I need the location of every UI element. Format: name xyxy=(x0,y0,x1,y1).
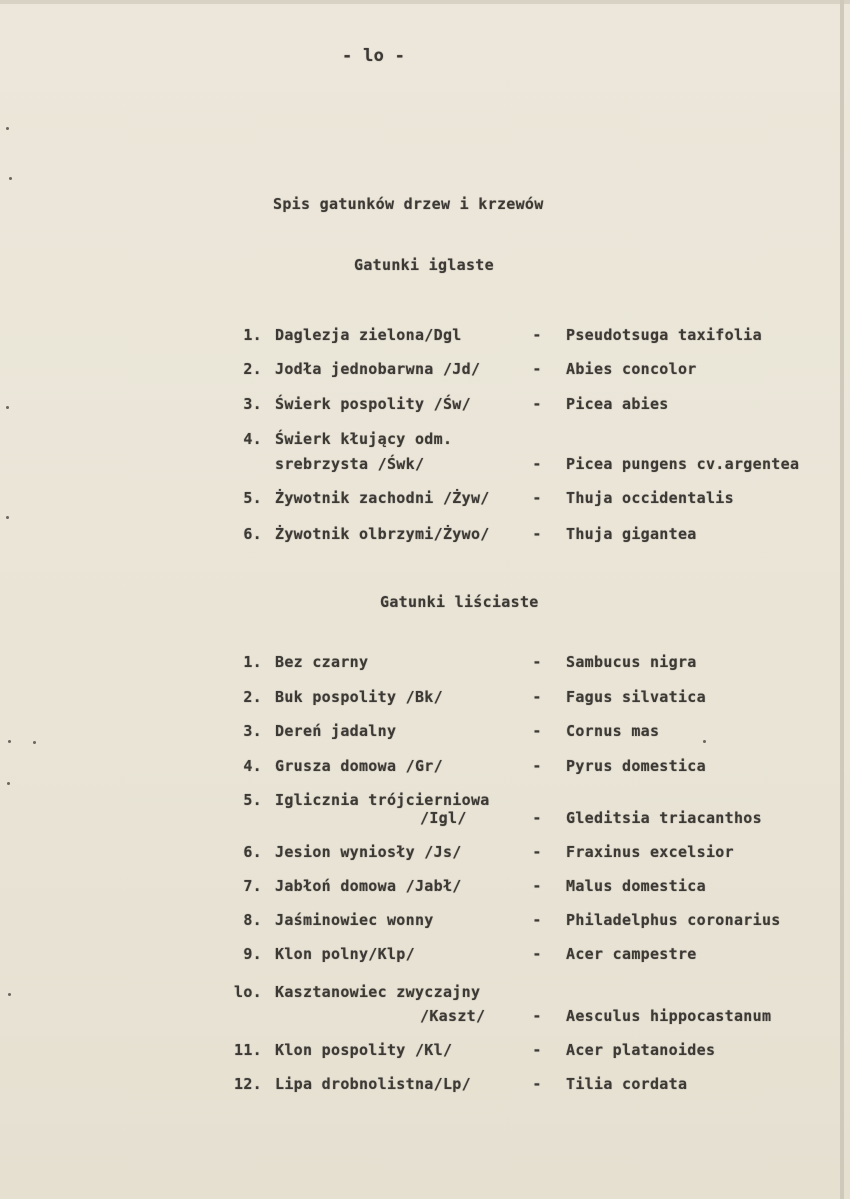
latin-name: Gleditsia triacanthos xyxy=(566,809,762,827)
polish-name: Jabłoń domowa /Jabł/ xyxy=(275,877,462,895)
polish-name: Kasztanowiec zwyczajny xyxy=(275,983,481,1001)
polish-name: Daglezja zielona/Dgl xyxy=(275,326,462,344)
polish-name: Świerk kłujący odm. xyxy=(275,430,453,448)
margin-speck xyxy=(8,993,11,996)
polish-name: Klon pospolity /Kl/ xyxy=(275,1041,453,1059)
margin-speck xyxy=(703,740,706,743)
separator-dash: - xyxy=(532,1041,542,1059)
margin-speck xyxy=(8,740,11,743)
polish-name: Bez czarny xyxy=(275,653,369,671)
item-number: 9. xyxy=(243,945,262,963)
document-title: Spis gatunków drzew i krzewów xyxy=(273,195,544,213)
separator-dash: - xyxy=(532,688,542,706)
separator-dash: - xyxy=(532,489,542,507)
polish-name-continued: /Kaszt/ xyxy=(420,1007,486,1025)
item-number: 8. xyxy=(243,911,262,929)
polish-name: Jaśminowiec wonny xyxy=(275,911,434,929)
polish-name: Żywotnik olbrzymi/Żywo/ xyxy=(275,525,490,543)
latin-name: Fraxinus excelsior xyxy=(566,843,734,861)
polish-name: Świerk pospolity /Św/ xyxy=(275,395,471,413)
separator-dash: - xyxy=(532,843,542,861)
page-number: - lo - xyxy=(342,46,406,66)
separator-dash: - xyxy=(532,722,542,740)
margin-speck xyxy=(7,782,10,785)
page-top-edge xyxy=(0,0,850,4)
separator-dash: - xyxy=(532,911,542,929)
separator-dash: - xyxy=(532,877,542,895)
polish-name: Grusza domowa /Gr/ xyxy=(275,757,443,775)
page-right-edge xyxy=(840,0,844,1199)
margin-speck xyxy=(33,741,36,744)
item-number: 12. xyxy=(234,1075,262,1093)
polish-name: Żywotnik zachodni /Żyw/ xyxy=(275,489,490,507)
latin-name: Malus domestica xyxy=(566,877,706,895)
separator-dash: - xyxy=(532,809,542,827)
margin-speck xyxy=(9,177,12,180)
latin-name: Sambucus nigra xyxy=(566,653,697,671)
item-number: 2. xyxy=(243,360,262,378)
separator-dash: - xyxy=(532,455,542,473)
latin-name: Pyrus domestica xyxy=(566,757,706,775)
item-number: 6. xyxy=(243,843,262,861)
separator-dash: - xyxy=(532,653,542,671)
latin-name: Abies concolor xyxy=(566,360,697,378)
separator-dash: - xyxy=(532,395,542,413)
latin-name: Fagus silvatica xyxy=(566,688,706,706)
item-number: lo. xyxy=(234,983,262,1001)
item-number: 3. xyxy=(243,395,262,413)
separator-dash: - xyxy=(532,525,542,543)
item-number: 11. xyxy=(234,1041,262,1059)
separator-dash: - xyxy=(532,326,542,344)
item-number: 3. xyxy=(243,722,262,740)
item-number: 6. xyxy=(243,525,262,543)
margin-speck xyxy=(6,127,9,130)
margin-speck xyxy=(6,516,9,519)
polish-name: Lipa drobnolistna/Lp/ xyxy=(275,1075,471,1093)
section-heading-coniferous: Gatunki iglaste xyxy=(354,256,494,274)
item-number: 4. xyxy=(243,757,262,775)
latin-name: Acer platanoides xyxy=(566,1041,716,1059)
polish-name: Buk pospolity /Bk/ xyxy=(275,688,443,706)
latin-name: Picea abies xyxy=(566,395,669,413)
latin-name: Thuja gigantea xyxy=(566,525,697,543)
item-number: 1. xyxy=(243,326,262,344)
latin-name: Thuja occidentalis xyxy=(566,489,734,507)
latin-name: Aesculus hippocastanum xyxy=(566,1007,772,1025)
polish-name: Jodła jednobarwna /Jd/ xyxy=(275,360,481,378)
polish-name: Dereń jadalny xyxy=(275,722,397,740)
separator-dash: - xyxy=(532,945,542,963)
separator-dash: - xyxy=(532,757,542,775)
item-number: 5. xyxy=(243,791,262,809)
separator-dash: - xyxy=(532,1007,542,1025)
latin-name: Philadelphus coronarius xyxy=(566,911,781,929)
item-number: 1. xyxy=(243,653,262,671)
latin-name: Pseudotsuga taxifolia xyxy=(566,326,762,344)
separator-dash: - xyxy=(532,1075,542,1093)
item-number: 5. xyxy=(243,489,262,507)
polish-name: Klon polny/Klp/ xyxy=(275,945,415,963)
item-number: 4. xyxy=(243,430,262,448)
latin-name: Cornus mas xyxy=(566,722,660,740)
latin-name: Picea pungens cv.argentea xyxy=(566,455,800,473)
polish-name: Iglicznia trójcierniowa xyxy=(275,791,490,809)
latin-name: Tilia cordata xyxy=(566,1075,688,1093)
section-heading-deciduous: Gatunki liściaste xyxy=(380,593,539,611)
polish-name-continued: /Igl/ xyxy=(420,809,467,827)
separator-dash: - xyxy=(532,360,542,378)
margin-speck xyxy=(6,406,9,409)
item-number: 2. xyxy=(243,688,262,706)
item-number: 7. xyxy=(243,877,262,895)
latin-name: Acer campestre xyxy=(566,945,697,963)
polish-name-continued: srebrzysta /Śwk/ xyxy=(275,455,425,473)
polish-name: Jesion wyniosły /Js/ xyxy=(275,843,462,861)
